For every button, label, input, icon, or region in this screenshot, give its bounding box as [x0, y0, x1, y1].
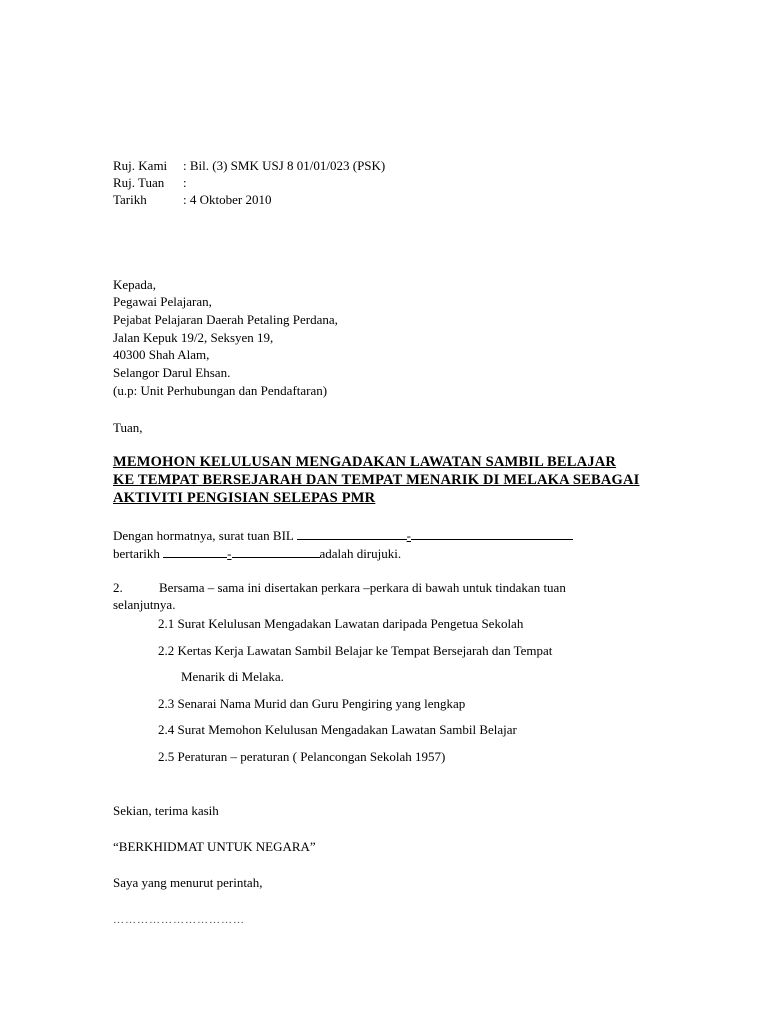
- date-blank: [232, 545, 320, 558]
- title-line: KE TEMPAT BERSEJARAH DAN TEMPAT MENARIK DI MELAKA SEBAGAI: [113, 472, 640, 488]
- para1-prefix: bertarikh: [113, 546, 164, 561]
- attachment-item: 2.1 Surat Kelulusan Mengadakan Lawatan daripada Pengetua Sekolah: [158, 616, 524, 631]
- attachment-item: 2.4 Surat Memohon Kelulusan Mengadakan Lawatan Sambil Belajar: [158, 722, 517, 737]
- para1-prefix: Dengan hormatnya, surat tuan BIL: [113, 528, 297, 543]
- address-line: Jalan Kepuk 19/2, Seksyen 19,: [113, 330, 274, 345]
- attachment-item-continued: Menarik di Melaka.: [181, 669, 284, 684]
- date-blank: [163, 545, 227, 558]
- attachment-item: 2.2 Kertas Kerja Lawatan Sambil Belajar ke Tempat Bersejarah dan Tempat: [158, 643, 553, 658]
- para1-suffix: adalah dirujuki.: [319, 546, 402, 561]
- ref-value: : Bil. (3) SMK USJ 8 01/01/023 (PSK): [183, 158, 386, 173]
- address-line: Pejabat Pelajaran Daerah Petaling Perdana,: [113, 312, 338, 327]
- closing-obey: Saya yang menurut perintah,: [113, 875, 263, 890]
- closing-motto: “BERKHIDMAT UNTUK NEGARA”: [113, 839, 316, 854]
- address-line: Selangor Darul Ehsan.: [113, 365, 231, 380]
- address-line: (u.p: Unit Perhubungan dan Pendaftaran): [113, 383, 328, 398]
- attachment-item: 2.3 Senarai Nama Murid dan Guru Pengiring yang lengkap: [158, 696, 466, 711]
- para2-text: selanjutnya.: [113, 597, 176, 612]
- ref-value: : 4 Oktober 2010: [183, 192, 272, 207]
- ref-label: Ruj. Tuan: [113, 175, 165, 190]
- address-to: Kepada,: [113, 277, 156, 292]
- ref-value: :: [183, 175, 187, 190]
- para1-dash: -: [227, 546, 232, 561]
- signature-line: ……………………………: [113, 914, 245, 926]
- ref-label: Tarikh: [113, 192, 147, 207]
- para1-line1: [113, 527, 573, 544]
- para1-dash: -: [406, 528, 411, 543]
- ref-label: Ruj. Kami: [113, 158, 168, 173]
- closing-thanks: Sekian, terima kasih: [113, 803, 219, 818]
- title-line: AKTIVITI PENGISIAN SELEPAS PMR: [113, 490, 376, 506]
- address-line: 40300 Shah Alam,: [113, 347, 210, 362]
- para2-text: Bersama – sama ini disertakan perkara –perkara di bawah untuk tindakan tuan: [159, 580, 566, 595]
- attachment-item: 2.5 Peraturan – peraturan ( Pelancongan Sekolah 1957): [158, 749, 446, 764]
- title-line: MEMOHON KELULUSAN MENGADAKAN LAWATAN SAMBIL BELAJAR: [113, 454, 617, 470]
- reference-blank: [411, 527, 573, 540]
- para2-number: 2.: [113, 580, 123, 595]
- reference-blank: [297, 527, 407, 540]
- greeting: Tuan,: [113, 420, 143, 435]
- para1-line2: [113, 545, 401, 562]
- address-line: Pegawai Pelajaran,: [113, 294, 212, 309]
